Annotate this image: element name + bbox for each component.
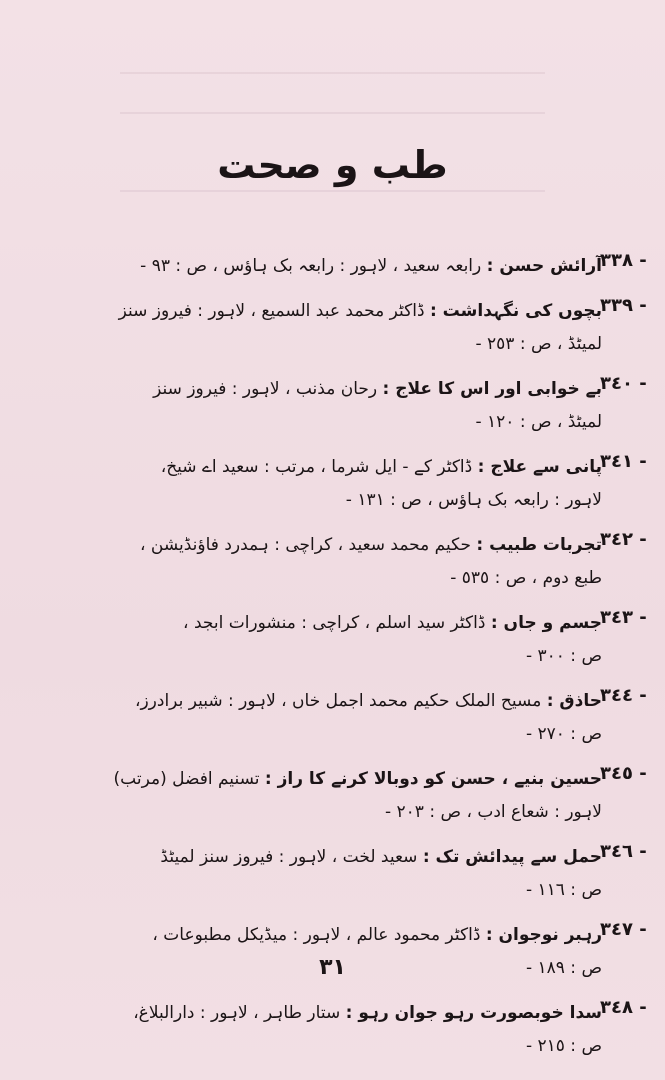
list-item	[62, 451, 647, 517]
entry-details: ڈاکٹر محمد عبد السمیع ، لاہور : فیروز سنز	[118, 301, 425, 321]
entry-line-1	[62, 763, 602, 796]
entry-number: ٣٣٨ -	[600, 250, 647, 271]
entry-line-2: ص : ١٨٩ -	[525, 958, 602, 978]
list-item	[62, 841, 647, 907]
entry-details: رحان مذنب ، لاہور : فیروز سنز	[153, 379, 378, 399]
list-item	[62, 295, 647, 361]
list-item	[62, 250, 647, 283]
entry-number: ٣٤٤ -	[600, 685, 647, 706]
entry-details: سعید لخت ، لاہور : فیروز سنز لمیٹڈ	[160, 847, 418, 867]
entry-title: حسین بنیے ، حسن کو دوبالا کرنے کا راز :	[264, 769, 602, 789]
entry-number: ٣٤٥ -	[600, 763, 647, 784]
entry-number: ٣٤٠ -	[600, 373, 647, 394]
entry-line-2: لاہور : شعاع ادب ، ص : ٢٠٣ -	[385, 802, 602, 822]
entry-number: ٣٤٣ -	[600, 607, 647, 628]
entry-title: تجربات طبیب :	[476, 535, 602, 555]
entry-number: ٣٤٧ -	[600, 919, 647, 940]
entry-line-2: ص : ١١٦ -	[525, 880, 602, 900]
entry-line-2: لاہور : رابعہ بک ہاؤس ، ص : ١٣١ -	[345, 490, 602, 510]
entry-title: بچوں کی نگہداشت :	[429, 301, 602, 321]
bleed-through-line	[120, 112, 545, 114]
entry-number: ٣٣٩ -	[600, 295, 647, 316]
entry-title: سدا خوبصورت رہو جوان رہو :	[345, 1003, 602, 1023]
entry-line-2: ص : ٢٧٠ -	[525, 724, 602, 744]
entry-details: ڈاکٹر کے - ایل شرما ، مرتب : سعید اے شیخ،	[160, 457, 473, 477]
entry-title: رہبر نوجوان :	[485, 925, 602, 945]
entry-list	[62, 250, 647, 1075]
bleed-through-line	[120, 190, 545, 192]
entry-line-1	[62, 373, 602, 406]
list-item	[62, 997, 647, 1063]
entry-title: بے خوابی اور اس کا علاج :	[382, 379, 602, 399]
entry-details: ڈاکٹر محمود عالم ، لاہور : میڈیکل مطبوعات ،	[152, 925, 481, 945]
entry-title: حمل سے پیدائش تک :	[422, 847, 602, 867]
entry-title: آرائش حسن :	[486, 256, 602, 276]
entry-details: مسیح الملک حکیم محمد اجمل خاں ، لاہور : شبیر برادرز،	[134, 691, 542, 711]
entry-number: ٣٤٢ -	[600, 529, 647, 550]
list-item	[62, 373, 647, 439]
entry-line-1	[62, 607, 602, 640]
entry-line-1	[62, 685, 602, 718]
list-item	[62, 685, 647, 751]
list-item	[62, 763, 647, 829]
list-item	[62, 529, 647, 595]
entry-title: جسم و جاں :	[490, 613, 602, 633]
entry-line-1	[62, 250, 602, 283]
page-title: طب و صحت	[217, 143, 448, 187]
entry-line-2: ص : ٣٠٠ -	[525, 646, 602, 666]
entry-line-1	[62, 451, 602, 484]
entry-number: ٣٤٨ -	[600, 997, 647, 1018]
entry-line-1	[62, 295, 602, 328]
entry-number: ٣٤٦ -	[600, 841, 647, 862]
entry-line-2: لمیٹڈ ، ص : ٢٥٣ -	[475, 334, 602, 354]
entry-line-1	[62, 919, 602, 952]
entry-line-1	[62, 529, 602, 562]
entry-line-1	[62, 997, 602, 1030]
entry-details: ڈاکٹر سید اسلم ، کراچی : منشورات ابجد ،	[183, 613, 486, 633]
entry-details: ستار طاہر ، لاہور : دارالبلاغ،	[133, 1003, 341, 1023]
entry-line-2: ص : ٢١٥ -	[525, 1036, 602, 1056]
entry-line-2: لمیٹڈ ، ص : ١٢٠ -	[475, 412, 602, 432]
bleed-through-line	[120, 72, 545, 74]
entry-details: حکیم محمد سعید ، کراچی : ہمدرد فاؤنڈیشن ،	[140, 535, 471, 555]
entry-line-2: طبع دوم ، ص : ٥٣٥ -	[450, 568, 602, 588]
entry-details: تسنیم افضل (مرتب)	[113, 769, 260, 789]
entry-line-1	[62, 841, 602, 874]
entry-number: ٣٤١ -	[600, 451, 647, 472]
entry-title: حاذق :	[546, 691, 602, 711]
entry-title: پانی سے علاج :	[477, 457, 602, 477]
page-number: ٣١	[319, 955, 346, 980]
list-item	[62, 607, 647, 673]
entry-details: رابعہ سعید ، لاہور : رابعہ بک ہاؤس ، ص : ٩٣ -	[140, 256, 482, 276]
